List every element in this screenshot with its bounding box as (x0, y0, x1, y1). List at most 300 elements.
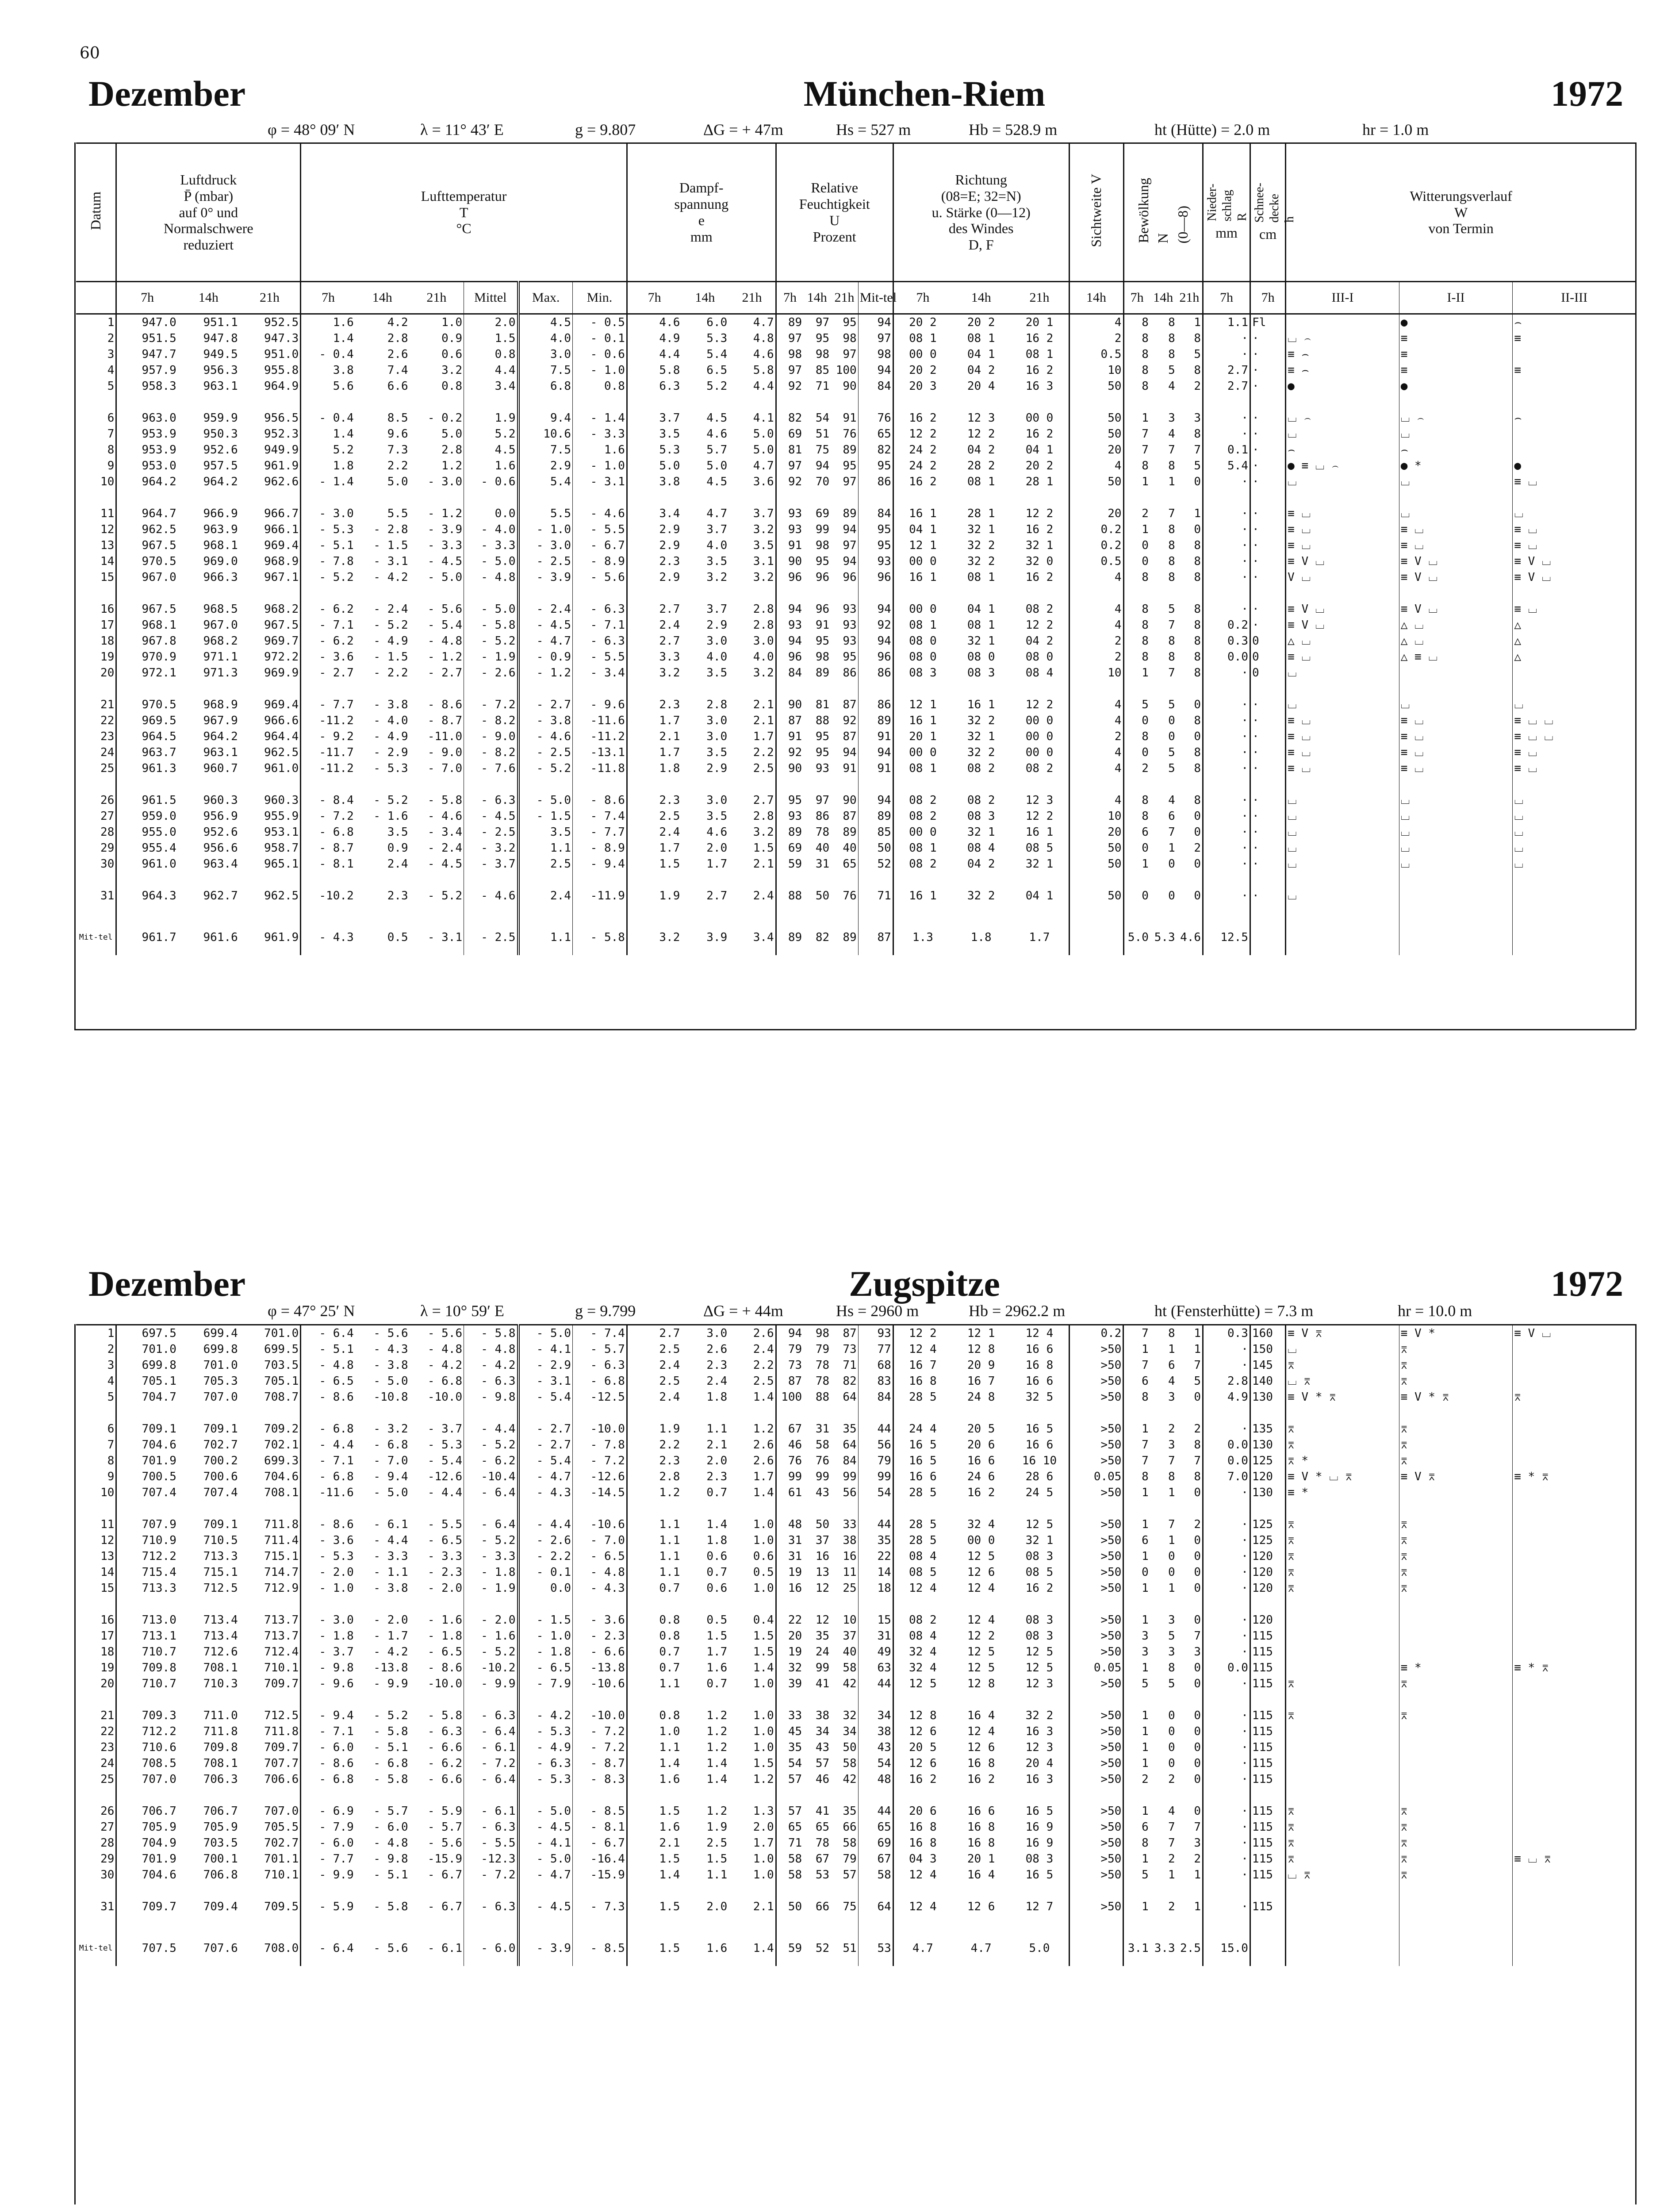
value-cell: ⌆ (1399, 1676, 1513, 1692)
value-cell: - 7.8 (573, 1437, 627, 1453)
value-cell: - 3.8 (518, 713, 573, 729)
value-cell: 8 (1168, 555, 1175, 568)
value-cell: - 6.8 (373, 1438, 408, 1452)
value-cell: 16 1 (967, 698, 995, 711)
spacer-cell (831, 1596, 858, 1612)
spacer-cell (858, 394, 893, 410)
value-cell: - 4.3 (373, 1343, 408, 1356)
value-cell: 707.6 (203, 1942, 238, 1955)
value-cell: 16 2 (1025, 332, 1054, 345)
value-cell: 08 4 (1025, 666, 1054, 680)
value-cell: - 8.6 (301, 1389, 355, 1405)
value-cell: 709.7 (116, 1899, 178, 1915)
value-cell: 1.4 (753, 1942, 774, 1955)
value-cell: 3.0 (706, 714, 728, 727)
value-cell: - 5.6 (410, 1325, 464, 1342)
spacer-cell (1150, 490, 1177, 506)
spacer-cell (893, 681, 952, 697)
value-cell: 1 (1123, 1740, 1150, 1755)
value-cell: 3 (1168, 1613, 1175, 1627)
value-cell: 99 (815, 523, 830, 536)
value-cell: - 3.6 (301, 1532, 355, 1548)
value-cell: 1.7 (753, 1836, 774, 1850)
value-cell: 115 (1250, 1676, 1285, 1692)
value-cell: 08 2 (967, 794, 995, 807)
value-cell: - 4.2 (464, 1357, 518, 1373)
value-cell: 1.0 (753, 1582, 774, 1595)
value-cell: 947.0 (116, 314, 178, 331)
spacer-cell (1399, 1596, 1513, 1612)
value-cell: 38 (858, 1724, 893, 1740)
value-cell: 2.9 (518, 458, 573, 474)
value-cell: 97 (843, 475, 857, 488)
spacer-cell (1203, 585, 1250, 601)
spacer-cell (627, 490, 681, 506)
value-cell: 3.1 (1123, 1931, 1150, 1966)
value-cell: - 9.4 (373, 1470, 408, 1483)
spacer-cell (464, 776, 518, 792)
spacer-cell (410, 585, 464, 601)
value-cell (1399, 1628, 1513, 1644)
value-cell: 12 2 (1025, 810, 1054, 823)
value-cell: 39 (776, 1676, 803, 1692)
value-cell: - 2.8 (373, 523, 408, 536)
value-cell: · (1203, 1724, 1250, 1740)
value-cell: △ (1513, 617, 1636, 633)
value-cell: 710.7 (116, 1644, 178, 1660)
schnee-label: h (1283, 216, 1297, 223)
value-cell (1399, 1899, 1513, 1915)
value-cell: - 7.7 (301, 697, 355, 713)
value-cell: 0 (1194, 1550, 1201, 1563)
table-row (76, 1931, 1636, 1966)
day-cell: 5 (107, 1390, 115, 1404)
value-cell: · (1203, 506, 1250, 522)
table-row (76, 1357, 1636, 1373)
value-cell: 4.4 (753, 380, 774, 393)
spacer-cell (116, 681, 178, 697)
value-cell: - 4.4 (464, 1421, 518, 1437)
value-cell: · (1203, 1548, 1250, 1564)
spacer-cell (1250, 776, 1285, 792)
value-cell (1513, 1724, 1636, 1740)
value-cell: 20 2 (893, 362, 952, 378)
value-cell: 43 (815, 1741, 830, 1754)
spacer-cell (410, 1405, 464, 1421)
value-cell: 08 3 (1025, 1629, 1054, 1643)
value-cell: 89 (843, 507, 857, 520)
value-cell: · (1203, 1564, 1250, 1580)
spacer-cell (803, 490, 831, 506)
value-cell: - 9.0 (464, 729, 518, 745)
value-cell: 713.4 (203, 1613, 238, 1627)
value-cell: 2.1 (627, 1835, 681, 1851)
value-cell: 2 (1123, 506, 1150, 522)
spacer-cell (681, 872, 728, 888)
value-cell: 16 6 (893, 1469, 952, 1485)
value-cell: 95 (815, 730, 830, 743)
value-cell (1513, 1740, 1636, 1755)
value-cell: 715.1 (203, 1566, 238, 1579)
value-cell: 12 6 (967, 1741, 995, 1754)
spacer-cell (518, 904, 573, 920)
value-cell: ≡ * (1286, 1485, 1399, 1501)
value-cell: 45 (776, 1724, 803, 1740)
value-cell: ⌆ (1286, 1421, 1399, 1437)
spacer-cell (952, 1692, 1011, 1708)
value-cell: 08 4 (893, 1548, 952, 1564)
value-cell: 962.6 (264, 475, 299, 488)
value-cell: 0.6 (706, 1550, 728, 1563)
value-cell: - 8.6 (301, 1755, 355, 1771)
value-cell: 709.1 (203, 1518, 238, 1531)
value-cell: -10.8 (373, 1390, 408, 1404)
value-cell: 115 (1250, 1867, 1285, 1883)
value-cell: ⌴ (1286, 665, 1399, 681)
spacer-cell (952, 1915, 1011, 1931)
value-cell: 6.5 (706, 364, 728, 377)
spacer-cell (1150, 1501, 1177, 1517)
value-cell: · (1250, 745, 1285, 760)
spacer-cell (76, 585, 116, 601)
value-cell: ≡ ⌢ (1286, 346, 1399, 362)
value-cell: 89 (843, 826, 857, 839)
value-cell: 2.0 (706, 841, 728, 855)
value-cell: 0.5 (1069, 346, 1123, 362)
value-cell: 2.8 (441, 443, 463, 457)
value-cell: 1 (1123, 1485, 1150, 1501)
value-cell: 3.7 (627, 410, 681, 426)
value-cell: 4.0 (518, 330, 573, 346)
value-cell: - 5.2 (464, 633, 518, 649)
value-cell (1399, 1644, 1513, 1660)
value-cell: 50 (1069, 888, 1123, 904)
value-cell: - 7.0 (427, 762, 463, 775)
value-cell: 78 (815, 1375, 830, 1388)
value-cell: 0 (1194, 1773, 1201, 1786)
col-sicht (1069, 143, 1123, 282)
value-cell: 700.6 (203, 1470, 238, 1483)
value-cell: 0 (1168, 714, 1175, 727)
value-cell: 86 (858, 665, 893, 681)
value-cell: >50 (1069, 1341, 1123, 1357)
value-cell: 16 (843, 1550, 857, 1563)
value-cell: · (1203, 601, 1250, 617)
value-cell: 82 (843, 1375, 857, 1388)
spacer-cell (893, 776, 952, 792)
value-cell: 0 (1194, 889, 1201, 902)
value-cell: ● (1513, 458, 1636, 474)
value-cell: - 6.5 (427, 1645, 463, 1659)
day-cell: 26 (100, 794, 115, 807)
value-cell: 699.4 (178, 1325, 239, 1342)
value-cell: 7 (1194, 1454, 1201, 1467)
longitude: λ = 11° 43′ E (420, 121, 504, 138)
spacer-cell (518, 585, 573, 601)
spacer-cell (1250, 1883, 1285, 1899)
value-cell: 4.6 (706, 427, 728, 441)
value-cell: 86 (843, 666, 857, 680)
value-cell (1399, 920, 1513, 955)
day-cell: 13 (100, 539, 115, 552)
spacer-cell (518, 394, 573, 410)
value-cell: >50 (1069, 1724, 1123, 1740)
value-cell: 7.3 (387, 443, 408, 457)
value-cell: ⌢ (1513, 314, 1636, 331)
value-cell: >50 (1069, 1644, 1123, 1660)
value-cell: 0 (1194, 698, 1201, 711)
value-cell: 960.3 (264, 794, 299, 807)
spacer-cell (239, 1501, 301, 1517)
barometer-height: Hb = 2962.2 m (969, 1302, 1066, 1320)
spacer-cell (1010, 1692, 1069, 1708)
header-line: W (1454, 204, 1468, 220)
value-cell: - 8.5 (573, 1803, 627, 1819)
value-cell: - 2.7 (427, 666, 463, 680)
value-cell: 967.9 (203, 714, 238, 727)
value-cell: 22 (858, 1548, 893, 1564)
value-cell: 16 1 (893, 506, 952, 522)
value-cell: 04 3 (893, 1851, 952, 1867)
value-cell: 701.9 (116, 1851, 178, 1867)
value-cell: 0.2 (1069, 1325, 1123, 1342)
value-cell: 2.1 (753, 857, 774, 871)
value-cell: 12 4 (967, 1582, 995, 1595)
value-cell: 1.5 (627, 856, 681, 872)
value-cell: ≡ V ⌆ (1399, 1469, 1513, 1485)
value-cell: - 4.2 (427, 1359, 463, 1372)
value-cell: 2.8 (753, 603, 774, 616)
value-cell: 2.3 (627, 1453, 681, 1469)
value-cell: 76 (776, 1453, 803, 1469)
value-cell: 2 (1194, 1422, 1201, 1436)
value-cell: - 7.1 (572, 617, 627, 633)
value-cell: ⌆ (1286, 1835, 1399, 1851)
value-cell: 38 (843, 1534, 857, 1547)
value-cell: 7 (1168, 507, 1175, 520)
value-cell: - 5.6 (355, 1325, 410, 1342)
month-title: Dezember (88, 1263, 246, 1304)
value-cell: ≡ ⌴ ⌴ (1513, 729, 1636, 745)
spacer-cell (893, 1596, 952, 1612)
value-cell: 92 (776, 474, 803, 490)
value-cell: - 5.2 (464, 1644, 518, 1660)
value-cell: 4 (1168, 380, 1175, 393)
value-cell: 709.1 (116, 1421, 178, 1437)
value-cell: 12.5 (1203, 920, 1250, 955)
value-cell: 2.4 (627, 824, 681, 840)
value-cell: 12 2 (893, 1325, 952, 1342)
value-cell: - 6.4 (464, 1724, 518, 1740)
value-cell: 8 (1194, 714, 1201, 727)
row-spacer (76, 1915, 1636, 1931)
value-cell: -10.6 (573, 1517, 627, 1532)
value-cell: 3.3 (1154, 1942, 1175, 1955)
value-cell: 2.2 (753, 1359, 774, 1372)
spacer-cell (355, 585, 410, 601)
spacer-cell (681, 776, 728, 792)
spacer-cell (518, 1692, 573, 1708)
value-cell: ⌴ ⌢ (1399, 410, 1513, 426)
value-cell: 08 0 (893, 633, 952, 649)
spacer-cell (728, 585, 776, 601)
value-cell: 951.0 (264, 348, 299, 361)
value-cell: - 6.2 (301, 601, 355, 617)
value-cell: ⌴ (1399, 506, 1513, 522)
value-cell: - 7.2 (573, 1453, 627, 1469)
sub-header: Min. (572, 282, 627, 314)
spacer-cell (518, 872, 573, 888)
value-cell: ⌴ (1286, 888, 1399, 904)
spacer-cell (410, 1883, 464, 1899)
spacer-cell (410, 904, 464, 920)
spacer-cell (116, 872, 178, 888)
value-cell: - 8.6 (301, 1517, 355, 1532)
value-cell: 1.6 (301, 314, 355, 331)
value-cell: 16 6 (1025, 1438, 1054, 1452)
value-cell: 16 2 (967, 1486, 995, 1499)
value-cell: ⌢ (1286, 442, 1399, 458)
spacer-cell (1010, 872, 1069, 888)
value-cell: -16.4 (573, 1851, 627, 1867)
value-cell: -15.9 (427, 1852, 463, 1866)
value-cell: 705.1 (116, 1373, 178, 1389)
spacer-cell (803, 1692, 831, 1708)
spacer-cell (831, 1787, 858, 1803)
value-cell: 2.6 (728, 1325, 776, 1342)
value-cell: · (1203, 1580, 1250, 1596)
spacer-cell (76, 1692, 116, 1708)
value-cell: 16 7 (893, 1357, 952, 1373)
value-cell: - 3.3 (464, 1548, 518, 1564)
value-cell: -11.6 (572, 713, 627, 729)
day-cell: 6 (107, 411, 115, 425)
value-cell: ≡ V ⌴ (1513, 553, 1636, 569)
value-cell (1513, 920, 1636, 955)
value-cell: 88 (815, 1390, 830, 1404)
value-cell: 1.8 (706, 1534, 728, 1547)
spacer-cell (1513, 1915, 1636, 1931)
value-cell: ⌴ (1399, 808, 1513, 824)
table-row (76, 824, 1636, 840)
value-cell: 3.2 (627, 665, 681, 681)
value-cell: 08 2 (893, 808, 952, 824)
value-cell: ⌆ (1286, 1357, 1399, 1373)
value-cell: 1.6 (464, 458, 518, 474)
spacer-cell (728, 776, 776, 792)
col-datum (76, 143, 116, 282)
value-cell: 7 (1168, 666, 1175, 680)
value-cell: 20 5 (967, 1422, 995, 1436)
value-cell: 20 (1069, 824, 1123, 840)
spacer-cell (301, 490, 355, 506)
value-cell: - 6.1 (427, 1942, 463, 1955)
value-cell: 1.5 (753, 841, 774, 855)
value-cell: 2.9 (627, 538, 681, 553)
spacer-cell (464, 1596, 518, 1612)
value-cell: 2 (1194, 1852, 1201, 1866)
spacer-cell (776, 394, 803, 410)
value-cell: 33 (843, 1518, 857, 1531)
value-cell: 968.9 (203, 698, 238, 711)
spacer-cell (301, 776, 355, 792)
day-cell: 28 (100, 1836, 115, 1850)
value-cell: - 4.5 (427, 555, 463, 568)
value-cell: ≡ * ⌆ (1513, 1660, 1636, 1676)
spacer-cell (355, 1692, 410, 1708)
value-cell: 90 (843, 380, 857, 393)
value-cell: 2.4 (627, 1389, 681, 1405)
value-cell: 701.9 (116, 1453, 178, 1469)
value-cell: 78 (815, 826, 830, 839)
value-cell: 2.7 (753, 794, 774, 807)
value-cell: 08 2 (893, 792, 952, 808)
value-cell: 70 (815, 475, 830, 488)
value-cell: ≡ V ⌴ (1399, 569, 1513, 585)
value-cell: >50 (1069, 1421, 1123, 1437)
spacer-cell (776, 1883, 803, 1899)
value-cell: 2 (1168, 1900, 1175, 1913)
value-cell: 1.5 (706, 1629, 728, 1643)
value-cell: >50 (1069, 1835, 1123, 1851)
value-cell: - 5.5 (464, 1835, 518, 1851)
value-cell: - 1.2 (427, 507, 463, 520)
spacer-cell (1177, 1596, 1203, 1612)
value-cell: 2.3 (627, 553, 681, 569)
value-cell: - 2.6 (464, 665, 518, 681)
value-cell: - 4.5 (427, 857, 463, 871)
spacer-cell (178, 1883, 239, 1899)
value-cell: 709.8 (116, 1660, 178, 1676)
table-row (76, 1373, 1636, 1389)
value-cell: - 0.4 (301, 410, 355, 426)
value-cell: -10.0 (573, 1708, 627, 1724)
value-cell: 4 (1168, 1375, 1175, 1388)
value-cell: 58 (858, 1867, 893, 1883)
sub-header: 21h (1010, 282, 1069, 314)
value-cell: 1.3 (753, 1805, 774, 1818)
spacer-cell (1123, 1596, 1150, 1612)
value-cell (1513, 1485, 1636, 1501)
spacer-cell (776, 1501, 803, 1517)
value-cell: 3.2 (753, 571, 774, 584)
value-cell: 16 3 (1025, 1773, 1054, 1786)
spacer-cell (464, 872, 518, 888)
value-cell: - 4.5 (464, 808, 518, 824)
value-cell: - 6.0 (373, 1820, 408, 1834)
value-cell: -10.0 (427, 1390, 463, 1404)
value-cell: 20 4 (1025, 1757, 1054, 1770)
spacer-cell (627, 904, 681, 920)
value-cell: 6.6 (387, 380, 408, 393)
value-cell: 81 (776, 442, 803, 458)
spacer-cell (464, 1915, 518, 1931)
value-cell: 0 (1250, 633, 1285, 649)
header-line: auf 0° und (179, 204, 238, 220)
value-cell: 968.2 (264, 603, 299, 616)
value-cell: 699.5 (264, 1343, 299, 1356)
spacer-cell (572, 681, 627, 697)
value-cell: 956.5 (264, 411, 299, 425)
value-cell: 951.5 (116, 330, 178, 346)
value-cell: · (1203, 713, 1250, 729)
value-cell: 83 (858, 1373, 893, 1389)
spacer-cell (355, 1787, 410, 1803)
value-cell: 32 1 (1025, 1534, 1054, 1547)
value-cell: 3.0 (706, 634, 728, 648)
value-cell: - 1.0 (301, 1580, 355, 1596)
value-cell: · (1203, 856, 1250, 872)
